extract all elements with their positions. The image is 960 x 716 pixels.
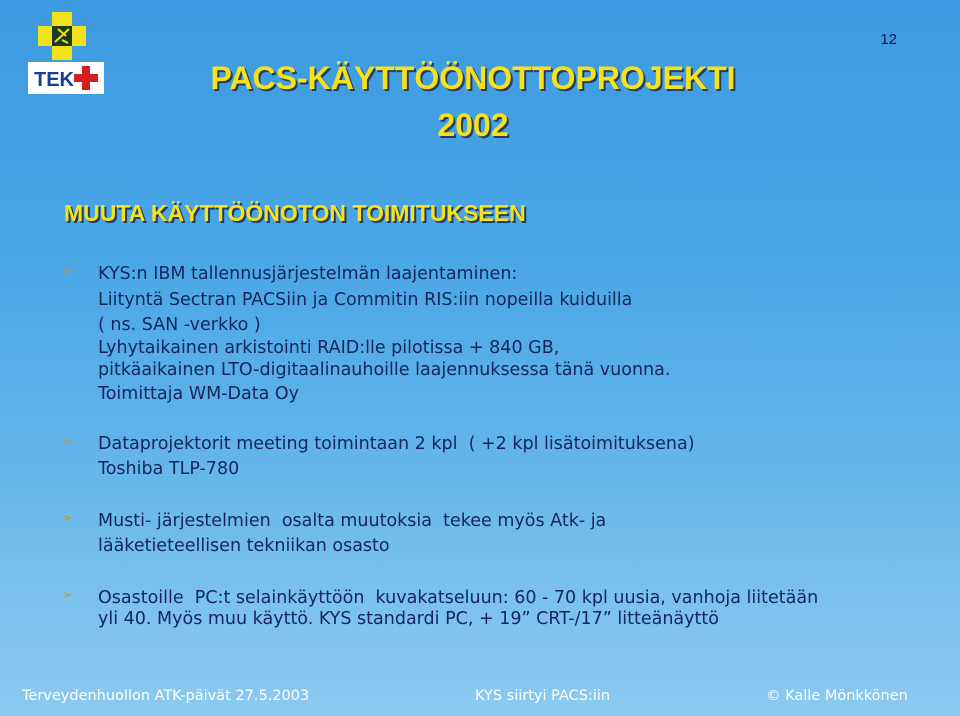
footer-right: © Kalle Mönkkönen bbox=[766, 688, 908, 704]
hospital-cross-logo bbox=[32, 12, 92, 60]
bullet-line: Toimittaja WM-Data Oy bbox=[98, 384, 299, 404]
bullet-line: Liityntä Sectran PACSiin ja Commitin RIS:iin nopeilla kuiduilla bbox=[98, 290, 633, 310]
bullet-line: Dataprojektorit meeting toimintaan 2 kpl ( +2 kpl lisätoimituksena) bbox=[98, 434, 695, 454]
arrow-bullet-icon: ➢ bbox=[62, 434, 73, 449]
bullet-line: yli 40. Myös muu käyttö. KYS standardi PC, + 19” CRT-/17” litteänäyttö bbox=[98, 609, 719, 629]
footer-left: Terveydenhuollon ATK-päivät 27.5.2003 bbox=[22, 688, 310, 704]
bullet-line: Musti- järjestelmien osalta muutoksia tekee myös Atk- ja bbox=[98, 511, 607, 531]
arrow-bullet-icon: ➢ bbox=[62, 588, 73, 603]
bullet-line: pitkäaikainen LTO-digitaalinauhoille laajennuksessa tänä vuonna. bbox=[98, 360, 671, 380]
bullet-line: KYS:n IBM tallennusjärjestelmän laajentaminen: bbox=[98, 264, 518, 284]
bullet-line: Osastoille PC:t selainkäyttöön kuvakatseluun: 60 - 70 kpl uusia, vanhoja liitetään bbox=[98, 588, 819, 608]
section-heading: MUUTA KÄYTTÖÖNOTON TOIMITUKSEEN bbox=[64, 200, 526, 226]
slide-title-year: 2002 bbox=[437, 107, 509, 143]
bullet-line: Toshiba TLP-780 bbox=[98, 459, 240, 479]
bullet-line: Lyhytaikainen arkistointi RAID:lle pilotissa + 840 GB, bbox=[98, 338, 560, 358]
arrow-bullet-icon: ➢ bbox=[62, 264, 73, 279]
slide-title: PACS-KÄYTTÖÖNOTTOPROJEKTI bbox=[210, 60, 736, 96]
slide-number: 12 bbox=[880, 31, 897, 48]
arrow-bullet-icon: ➢ bbox=[62, 511, 73, 526]
tek-logo-text: TEK bbox=[34, 69, 74, 91]
bullet-line: ( ns. SAN -verkko ) bbox=[98, 315, 261, 335]
footer-center: KYS siirtyi PACS:iin bbox=[475, 688, 611, 704]
bullet-line: lääketieteellisen tekniikan osasto bbox=[98, 536, 390, 556]
